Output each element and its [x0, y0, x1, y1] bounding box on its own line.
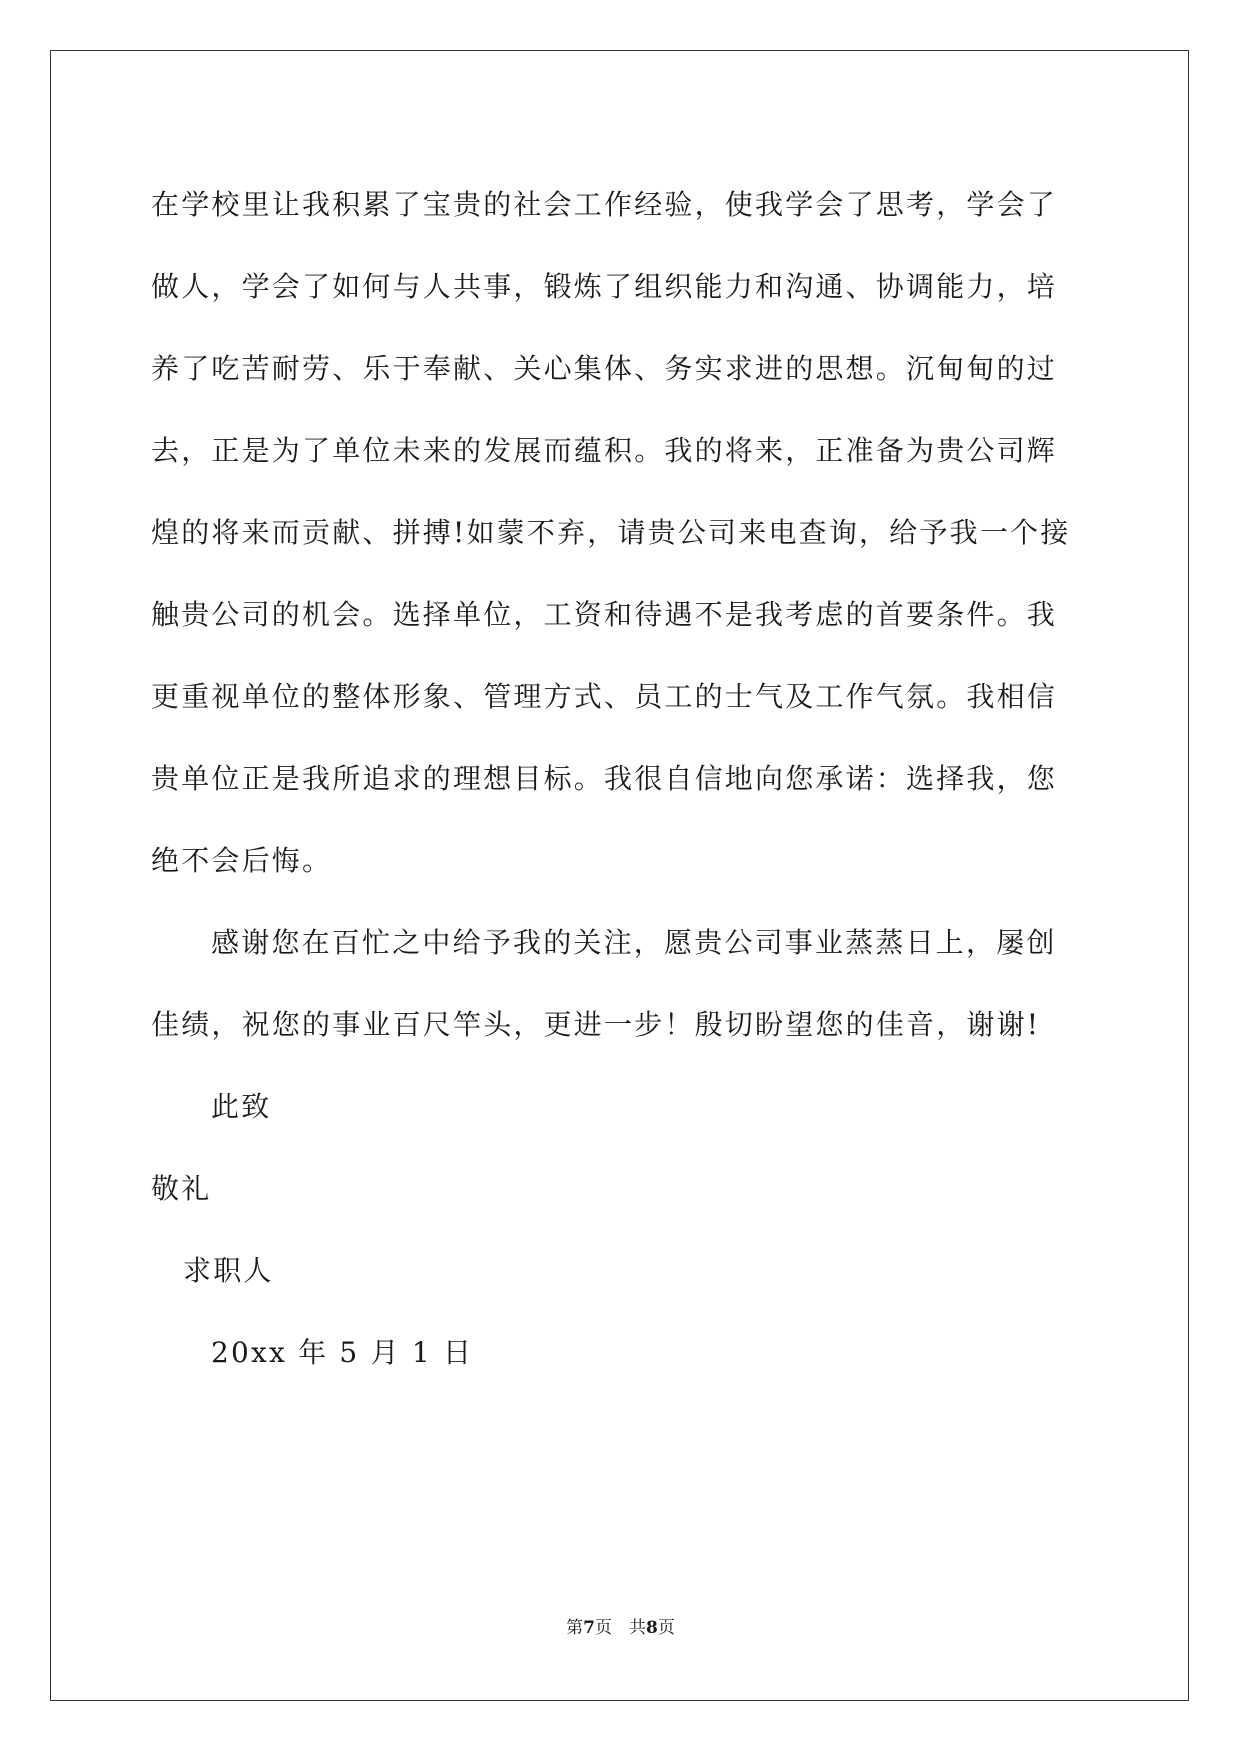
page-prefix: 第 [566, 1618, 584, 1638]
paragraph-line: 更重视单位的整体形象、管理方式、员工的士气及工作气氛。我相信 [151, 680, 1058, 713]
letter-date: 20xx 年 5 月 1 日 [211, 1336, 474, 1369]
paragraph-line: 煌的将来而贡献、拼搏!如蒙不弃，请贵公司来电查询，给予我一个接 [151, 516, 1071, 549]
paragraph-line: 绝不会后悔。 [151, 844, 333, 877]
paragraph-line: 养了吃苦耐劳、乐于奉献、关心集体、务实求进的思想。沉甸甸的过 [151, 352, 1058, 385]
paragraph-line: 去，正是为了单位未来的发展而蕴积。我的将来，正准备为贵公司辉 [151, 434, 1058, 467]
closing-salutation: 此致 [211, 1090, 272, 1123]
paragraph-line: 做人，学会了如何与人共事，锻炼了组织能力和沟通、协调能力，培 [151, 270, 1058, 303]
page-number-footer [0, 1618, 1241, 1638]
paragraph-line: 触贵公司的机会。选择单位，工资和待遇不是我考虑的首要条件。我 [151, 598, 1058, 631]
closing-regards: 敬礼 [151, 1172, 212, 1205]
signature-label: 求职人 [183, 1254, 274, 1287]
paragraph-line: 佳绩，祝您的事业百尺竿头，更进一步！殷切盼望您的佳音，谢谢! [151, 1008, 1041, 1041]
letter-body [151, 164, 1091, 1394]
paragraph-line: 感谢您在百忙之中给予我的关注，愿贵公司事业蒸蒸日上，屡创 [211, 926, 1057, 959]
page-total: 8 [646, 1618, 658, 1638]
page-current: 7 [583, 1618, 595, 1638]
page-mid: 页 共 [595, 1618, 646, 1638]
paragraph-line: 在学校里让我积累了宝贵的社会工作经验，使我学会了思考，学会了 [151, 188, 1058, 221]
paragraph-line: 贵单位正是我所追求的理想目标。我很自信地向您承诺：选择我，您 [151, 762, 1058, 795]
page-suffix: 页 [657, 1618, 675, 1638]
